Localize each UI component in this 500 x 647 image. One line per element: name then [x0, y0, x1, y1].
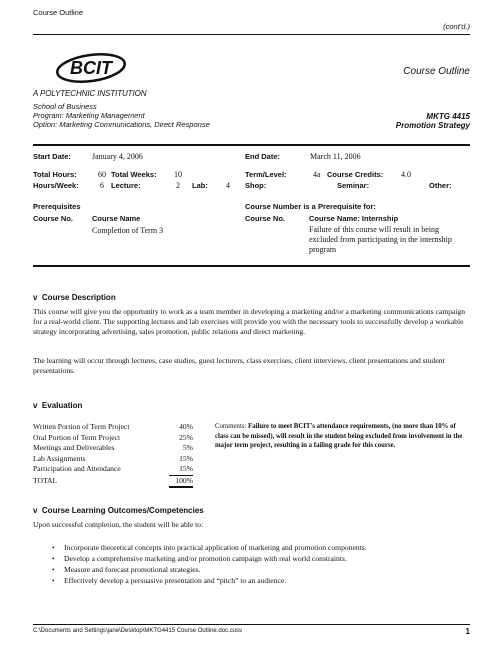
total-hours-value: 60	[98, 170, 106, 179]
total-weeks-label: Total Weeks:	[111, 170, 157, 179]
course-title: Promotion Strategy	[395, 121, 470, 130]
evaluation-row-value: 25%	[179, 432, 193, 442]
evaluation-row	[33, 443, 193, 454]
evaluation-row-label: Written Portion of Term Project	[33, 422, 130, 431]
prereq-course-name-header: Course Name	[92, 214, 141, 223]
lecture-label: Lecture:	[111, 181, 141, 190]
evaluation-comments	[215, 422, 470, 451]
followon-course-no-header: Course No.	[245, 214, 286, 223]
evaluation-row-label: Meetings and Deliverables	[33, 443, 115, 452]
evaluation-row	[33, 454, 193, 465]
seminar-label: Seminar:	[337, 181, 370, 190]
evaluation-row	[33, 422, 193, 433]
evaluation-row-value: 15%	[179, 453, 193, 463]
list-item: • Effectively develop a persuasive presentation and “pitch” to an audience.	[52, 575, 472, 586]
continued-label: (cont'd.)	[443, 22, 470, 31]
outcomes-list	[52, 542, 472, 586]
school-name: School of Business	[33, 102, 97, 111]
evaluation-heading	[33, 401, 82, 410]
evaluation-total-row	[33, 476, 193, 489]
prerequisite-for-title: Course Number is a Prerequisite for:	[245, 202, 376, 211]
details-bottom-rule	[33, 265, 470, 267]
term-level-value: 4a	[313, 170, 321, 179]
course-description-heading	[33, 293, 116, 302]
lab-label: Lab:	[192, 181, 208, 190]
evaluation-row	[33, 433, 193, 444]
total-weeks-value: 10	[174, 170, 182, 179]
evaluation-title: Evaluation	[41, 401, 83, 410]
header-rule	[33, 34, 470, 35]
comments-text: Failure to meet BCIT's attendance requirements, (no more than 10% of class can be missed), will result in the student being excluded from involvement in the major term project, resulting in a failing grade for this course.	[215, 423, 463, 449]
hours-week-label: Hours/Week:	[33, 181, 79, 190]
list-item: • Measure and forecast promotional strategies.	[52, 564, 472, 575]
bcit-logo	[55, 52, 127, 84]
other-label: Other:	[429, 181, 452, 190]
lecture-value: 2	[176, 181, 180, 190]
course-credits-value: 4.0	[401, 170, 411, 179]
option-name: Option: Marketing Communications, Direct Response	[33, 120, 210, 129]
evaluation-row-label: Oral Portion of Term Project	[33, 432, 121, 442]
evaluation-row-value: 40%	[179, 422, 193, 431]
evaluation-row	[33, 464, 193, 476]
evaluation-row-value: 15%	[169, 464, 193, 476]
total-hours-label: Total Hours:	[33, 170, 77, 179]
evaluation-table	[33, 422, 193, 488]
prereq-course-no-header: Course No.	[33, 214, 74, 223]
section-marker-icon: v	[33, 401, 42, 410]
running-header-label: Course Outline	[33, 8, 84, 17]
svg-text:BCIT: BCIT	[70, 58, 112, 78]
prerequisites-title: Prerequisites	[33, 202, 81, 211]
course-description-title: Course Description	[41, 293, 116, 302]
lab-value: 4	[226, 181, 230, 190]
section-marker-icon: v	[33, 506, 42, 515]
details-top-rule	[33, 144, 470, 146]
evaluation-row-label: Participation and Attendance	[33, 464, 121, 473]
followon-course-name-header: Course Name: Internship	[309, 214, 399, 223]
page-number: 1	[465, 627, 470, 636]
course-outline-title: Course Outline	[403, 66, 470, 77]
course-code: MKTG 4415	[426, 112, 470, 121]
section-marker-icon: v	[33, 293, 42, 302]
evaluation-row-value: 5%	[182, 443, 193, 452]
prereq-course-name: Completion of Term 3	[92, 226, 164, 235]
program-name: Program: Marketing Management	[33, 111, 145, 120]
outcomes-heading	[33, 506, 204, 515]
followon-note: Failure of this course will result in being excluded from participating in the internship program	[309, 225, 452, 254]
list-item: • Incorporate theoretical concepts into practical application of marketing and promotion components.	[52, 542, 472, 553]
school-info	[33, 102, 210, 129]
outcomes-intro: Upon successful completion, the student will be able to:	[33, 520, 204, 529]
evaluation-total-label: TOTAL	[33, 475, 58, 485]
start-date-label: Start Date:	[33, 152, 71, 161]
list-item: • Develop a comprehensive marketing and/or promotion campaign with real world constraints.	[52, 553, 472, 564]
footer-rule	[33, 624, 470, 625]
course-description-paragraph-1: This course will give you the opportunity to work as a team member in developing a marketing and/or a marketing communications campaign for a real-world client. The supporting lectures and lab exercises will provide you with the necessary tools to successfully develop a workable strategy incorporating advertising, sales promotion, public relations and direct marketing.	[33, 307, 466, 337]
term-level-label: Term/Level:	[245, 170, 287, 179]
course-id	[396, 112, 470, 130]
course-description-paragraph-2: The learning will occur through lectures, case studies, guest lecturers, class exercises, client interviews, client presentations and student presentations.	[33, 356, 445, 376]
course-credits-label: Course Credits:	[327, 170, 384, 179]
comments-label: Comments:	[215, 423, 247, 430]
end-date-value: March 11, 2006	[310, 152, 361, 161]
file-path: C:\Documents and Settings\jane\Desktop\MKTG4415 Course Outline.doc.cuss	[33, 628, 243, 634]
outcomes-title: Course Learning Outcomes/Competencies	[41, 506, 204, 515]
evaluation-row-label: Lab Assignments	[33, 453, 86, 463]
start-date-value: January 4, 2006	[92, 152, 143, 161]
shop-label: Shop:	[245, 181, 267, 190]
evaluation-total-value: 100%	[169, 476, 193, 489]
end-date-label: End Date:	[245, 152, 281, 161]
institution-tagline: A POLYTECHNIC INSTITUTION	[33, 89, 147, 98]
hours-week-value: 6	[100, 181, 104, 190]
